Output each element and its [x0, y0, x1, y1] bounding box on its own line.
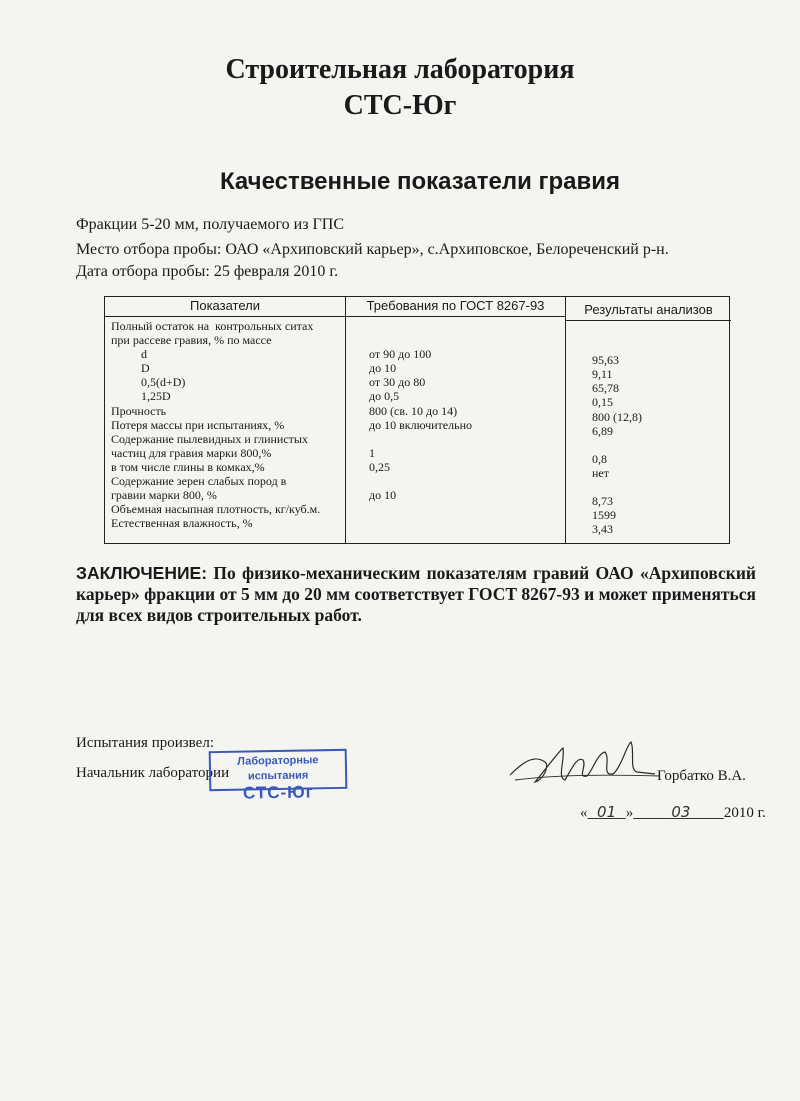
fraction-line: Фракции 5-20 мм, получаемого из ГПС [76, 216, 345, 233]
table-cell-requirement [369, 474, 472, 488]
date-open-quote: « [580, 805, 588, 821]
stamp-line-1: Лабораторные испытания [237, 754, 319, 783]
table-cell-indicator: Содержание пылевидных и глинистых [111, 431, 308, 446]
stamp-line-2: СТС-Юг [242, 782, 314, 803]
table-cell-indicator: Прочность [111, 403, 167, 418]
table-divider [565, 320, 731, 321]
sample-place-line: Место отбора пробы: ОАО «Архиповский карьер», с.Архиповское, Белореченский р-н. [76, 241, 669, 258]
table-cell-requirement: до 10 включительно [369, 417, 473, 432]
date-day-value: 01 [597, 803, 617, 821]
indicator-column [111, 319, 320, 530]
table-cell-result: 65,78 [592, 381, 619, 396]
handwritten-signature [505, 730, 665, 800]
lab-name: Строительная лаборатория [225, 54, 575, 85]
table-cell-requirement: до 10 [369, 488, 397, 503]
table-cell-indicator: Содержание зерен слабых пород в [111, 474, 287, 489]
table-cell-result: 800 (12,8) [592, 409, 642, 424]
requirement-column [369, 319, 472, 530]
table-cell-indicator: 1,25D [111, 389, 171, 404]
table-cell-indicator: D [111, 361, 150, 376]
table-cell-result [592, 339, 642, 353]
table-divider [345, 297, 346, 543]
table-cell-indicator: частиц для гравия марки 800,% [111, 445, 272, 460]
table-cell-indicator: Объемная насыпная плотность, кг/куб.м. [111, 502, 321, 517]
date-year: 2010 г. [723, 805, 766, 821]
table-cell-result: 9,11 [592, 367, 613, 382]
table-divider [105, 316, 565, 317]
table-cell-requirement: 800 (св. 10 до 14) [369, 403, 458, 418]
table-cell-result: 6,89 [592, 423, 613, 438]
table-cell-indicator: Полный остаток на контрольных ситах [111, 319, 314, 333]
results-table [104, 296, 730, 544]
conclusion-lead: ЗАКЛЮЧЕНИЕ: [76, 563, 208, 583]
table-cell-result: нет [592, 465, 609, 480]
conclusion-text: По физико-механическим показателям гравий ОАО «Архиповский карьер» фракции от 5 мм до 20 мм соответствует ГОСТ 8267-93 и может применяться для всех видов строительных работ. [76, 563, 756, 625]
document-title: Качественные показатели гравия [219, 168, 621, 195]
table-cell-result: 3,43 [592, 522, 613, 537]
table-cell-indicator: в том числе глины в комках,% [111, 459, 265, 474]
date-month-value: 03 [671, 803, 691, 821]
table-cell-indicator: при рассеве гравия, % по массе [111, 333, 272, 348]
result-column [592, 325, 642, 536]
table-cell-requirement: до 0,5 [369, 389, 400, 404]
sample-date-line: Дата отбора пробы: 25 февраля 2010 г. [76, 263, 339, 280]
table-cell-requirement [369, 432, 472, 446]
date-day [588, 803, 626, 821]
table-cell-requirement: от 30 до 80 [369, 375, 426, 390]
table-divider [565, 297, 566, 543]
table-cell-indicator: гравии марки 800, % [111, 488, 217, 503]
head-of-lab-label: Начальник лаборатории [76, 765, 230, 781]
column-header-result: Результаты анализов [584, 302, 713, 317]
laboratory-stamp [209, 749, 348, 803]
table-cell-result [592, 325, 642, 339]
table-cell-requirement [369, 516, 472, 530]
table-cell-requirement [369, 333, 472, 347]
tested-by-label: Испытания произвел: [76, 735, 214, 751]
signer-name: Горбатко В.А. [657, 768, 746, 784]
table-cell-indicator: 0,5(d+D) [111, 375, 186, 390]
table-cell-requirement [369, 502, 472, 516]
conclusion [76, 563, 756, 626]
table-cell-indicator: Потеря массы при испытаниях, % [111, 417, 285, 432]
signature-date [580, 803, 766, 822]
lab-short-name: СТС-Юг [343, 90, 457, 121]
table-cell-result [592, 480, 642, 494]
table-cell-result: 1599 [592, 508, 616, 523]
table-cell-requirement: до 10 [369, 361, 397, 376]
table-cell-result: 0,8 [592, 451, 607, 466]
table-cell-requirement [369, 319, 472, 333]
table-cell-requirement: 0,25 [369, 459, 390, 474]
table-cell-indicator: Естественная влажность, % [111, 516, 253, 531]
table-cell-indicator: d [111, 347, 147, 362]
table-cell-requirement: от 90 до 100 [369, 347, 432, 362]
date-close-quote: » [625, 805, 634, 821]
column-header-indicator: Показатели [190, 298, 260, 313]
table-cell-result: 8,73 [592, 494, 613, 509]
table-cell-result: 0,15 [592, 395, 613, 410]
table-cell-requirement: 1 [369, 445, 375, 460]
column-header-requirement: Требования по ГОСТ 8267-93 [366, 298, 545, 313]
date-month [633, 803, 724, 821]
table-cell-result: 95,63 [592, 353, 619, 368]
table-cell-result [592, 438, 642, 452]
